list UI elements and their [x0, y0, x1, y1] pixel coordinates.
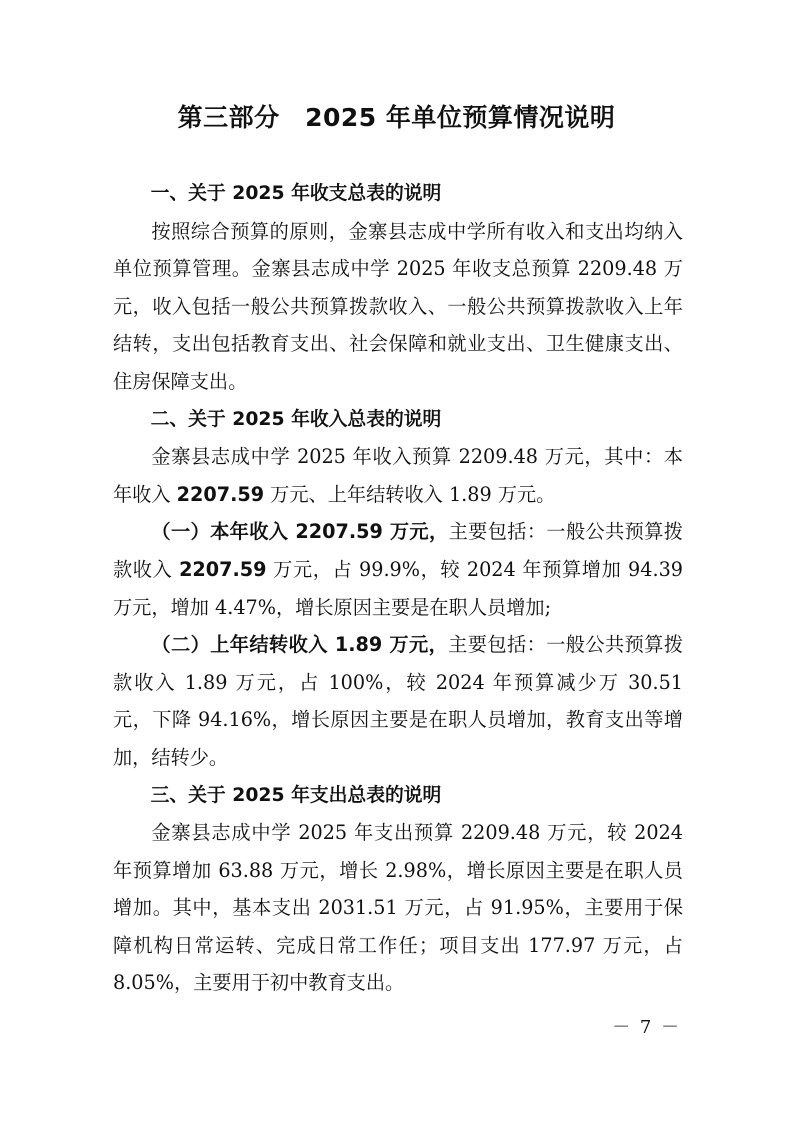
document-body: [113, 175, 683, 1002]
section-heading: 三、关于 2025 年支出总表的说明: [150, 784, 442, 806]
bold-figure: 2207.59: [176, 482, 265, 506]
section-heading: 一、关于 2025 年收支总表的说明: [150, 183, 442, 204]
page-title: 第三部分 2025 年单位预算情况说明: [177, 103, 616, 132]
body-paragraph: [113, 438, 683, 513]
page-number: － 7 －: [612, 1017, 681, 1038]
body-paragraph: 金寨县志成中学 2025 年支出预算 2209.48 万元，较 2024 年预算增加 63.88 万元，增长 2.98%，增长原因主要是在职人员增加。其中，基本支出 2031.51 万元，占 91.95%，主要用于保障机构日常运转、完成日常工作任；项目支出 177.97 万元，占 8.05%，主要用于初中教育支出。: [113, 821, 683, 995]
bold-figure: 2207.59: [179, 557, 267, 581]
text-run: 主要包括：一般公共预算拨款收入: [113, 520, 683, 581]
section-heading: 二、关于 2025 年收入总表的说明: [150, 408, 442, 430]
body-paragraph: [113, 513, 683, 626]
body-paragraph: [113, 626, 683, 776]
body-paragraph: 按照综合预算的原则，金寨县志成中学所有收入和支出均纳入单位预算管理。金寨县志成中学 2025 年收支总预算 2209.48 万元，收入包括一般公共预算拨款收入、一般公共预算拨款收入上年结转，支出包括教育支出、社会保障和就业支出、卫生健康支出、住房保障支出。: [113, 219, 683, 393]
text-run: 主要包括：一般公共预算拨款收入 1.89 万元，占 100%，较 2024 年预算减少万 30.51 元，下降 94.16%，增长原因主要是在职人员增加，教育支出等增加，结转少。: [113, 633, 684, 769]
bold-lead: （二）上年结转收入 1.89 万元，: [151, 633, 449, 657]
text-run: 万元，占 99.9%，较 2024 年预算增加 94.39 万元，增加 4.47%，增长原因主要是在职人员增加;: [113, 557, 683, 619]
text-run: 金寨县志成中学 2025 年收入预算 2209.48 万元，其中：本年收入: [113, 445, 683, 506]
bold-lead: （一）本年收入 2207.59 万元，: [151, 520, 449, 544]
text-run: 万元、上年结转收入 1.89 万元。: [264, 482, 556, 506]
